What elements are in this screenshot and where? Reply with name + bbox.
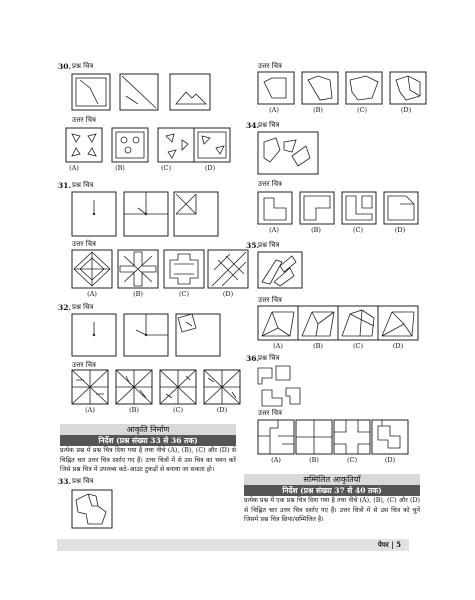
option-b-label: (B) bbox=[129, 406, 139, 414]
answer-figure-label: उत्तर चित्र bbox=[72, 361, 96, 369]
question-number-30: 30. bbox=[58, 62, 72, 71]
option-c-label: (C) bbox=[352, 342, 364, 350]
question-figure-label: प्रश्न चित्र bbox=[258, 241, 280, 249]
option-c-label: (C) bbox=[172, 406, 184, 414]
option-b-label: (B) bbox=[115, 164, 125, 172]
option-c-label: (C) bbox=[356, 106, 368, 114]
answer-figure-label: उत्तर चित्र bbox=[72, 240, 96, 248]
option-a-label: (A) bbox=[69, 164, 79, 172]
question-figure-label: प्रश्न चित्र bbox=[72, 303, 94, 311]
answer-figure-label: उत्तर चित्र bbox=[258, 409, 282, 417]
question-figure-label: प्रश्न चित्र bbox=[258, 354, 280, 362]
option-a-label: (A) bbox=[273, 342, 283, 350]
question-figure-label: प्रश्न चित्र bbox=[72, 181, 94, 189]
section-title: सम्मिलित आकृतियाँ bbox=[244, 474, 420, 485]
question-number-36: 36. bbox=[246, 354, 260, 363]
section-directions: निर्देश (प्रश्न संख्या 37 से 40 तक) bbox=[244, 485, 420, 496]
option-d-label: (D) bbox=[216, 406, 228, 414]
question-number-34: 34. bbox=[246, 121, 260, 130]
option-d-label: (D) bbox=[204, 164, 216, 172]
option-b-label: (B) bbox=[133, 290, 143, 298]
section-sammilit-akritiyan bbox=[244, 474, 420, 525]
answer-figure-label: उत्तर चित्र bbox=[258, 180, 282, 188]
section-directions: निर्देश (प्रश्न संख्या 33 से 36 तक) bbox=[60, 435, 236, 446]
question-number-31: 31. bbox=[58, 181, 72, 190]
question-figure-label: प्रश्न चित्र bbox=[258, 121, 280, 129]
question-number-32: 32. bbox=[58, 303, 72, 312]
option-b-label: (B) bbox=[311, 226, 321, 234]
option-a-label: (A) bbox=[271, 456, 281, 464]
option-c-label: (C) bbox=[352, 226, 364, 234]
section-title: आकृति निर्माण bbox=[60, 424, 236, 435]
option-d-label: (D) bbox=[400, 106, 412, 114]
question-figure-label: प्रश्न चित्र bbox=[72, 62, 94, 70]
option-a-label: (A) bbox=[269, 226, 279, 234]
option-d-label: (D) bbox=[392, 342, 404, 350]
option-c-label: (C) bbox=[160, 164, 172, 172]
question-figure-label: प्रश्न चित्र bbox=[72, 477, 94, 485]
page-footer bbox=[57, 539, 409, 551]
section-instructions: प्रत्येक प्रश्न में प्रश्न चित्र दिया गया है तथा नीचे (A), (B), (C) और (D) से चिह्नित चार उत्तर चित्र दर्शाए गए हैं। उत्तर चित्रों में से उस चित्र का चयन करें जिसे प्रश्न चित्र में उपलब्ध कटे–आउट टुकड़ों से बनाया जा सकता हो। bbox=[60, 447, 236, 473]
question-number-35: 35. bbox=[246, 241, 260, 250]
option-d-label: (D) bbox=[222, 290, 234, 298]
question-number-33: 33. bbox=[58, 477, 72, 486]
option-b-label: (B) bbox=[309, 456, 319, 464]
option-a-label: (A) bbox=[269, 106, 279, 114]
option-a-label: (A) bbox=[87, 290, 97, 298]
answer-figure-label: उत्तर चित्र bbox=[258, 296, 282, 304]
option-c-label: (C) bbox=[346, 456, 358, 464]
option-c-label: (C) bbox=[178, 290, 190, 298]
section-instructions: प्रत्येक प्रश्न में एक प्रश्न चित्र दिया गया है तथा नीचे (A), (B), (C) और (D) से चिह्नित चार उत्तर चित्र दर्शाए गए हैं। उत्तर चित्रों में से उस चित्र को चुनें जिसमें प्रश्न चित्र छिपा/सम्मिलित है। bbox=[244, 497, 420, 523]
page-number: पेपर | 5 bbox=[377, 540, 401, 549]
option-a-label: (A) bbox=[85, 406, 95, 414]
option-d-label: (D) bbox=[384, 456, 396, 464]
option-d-label: (D) bbox=[394, 226, 406, 234]
answer-figure-label: उत्तर चित्र bbox=[72, 116, 96, 124]
option-b-label: (B) bbox=[313, 342, 323, 350]
option-b-label: (B) bbox=[313, 106, 323, 114]
answer-figure-label: उत्तर चित्र bbox=[258, 62, 282, 70]
